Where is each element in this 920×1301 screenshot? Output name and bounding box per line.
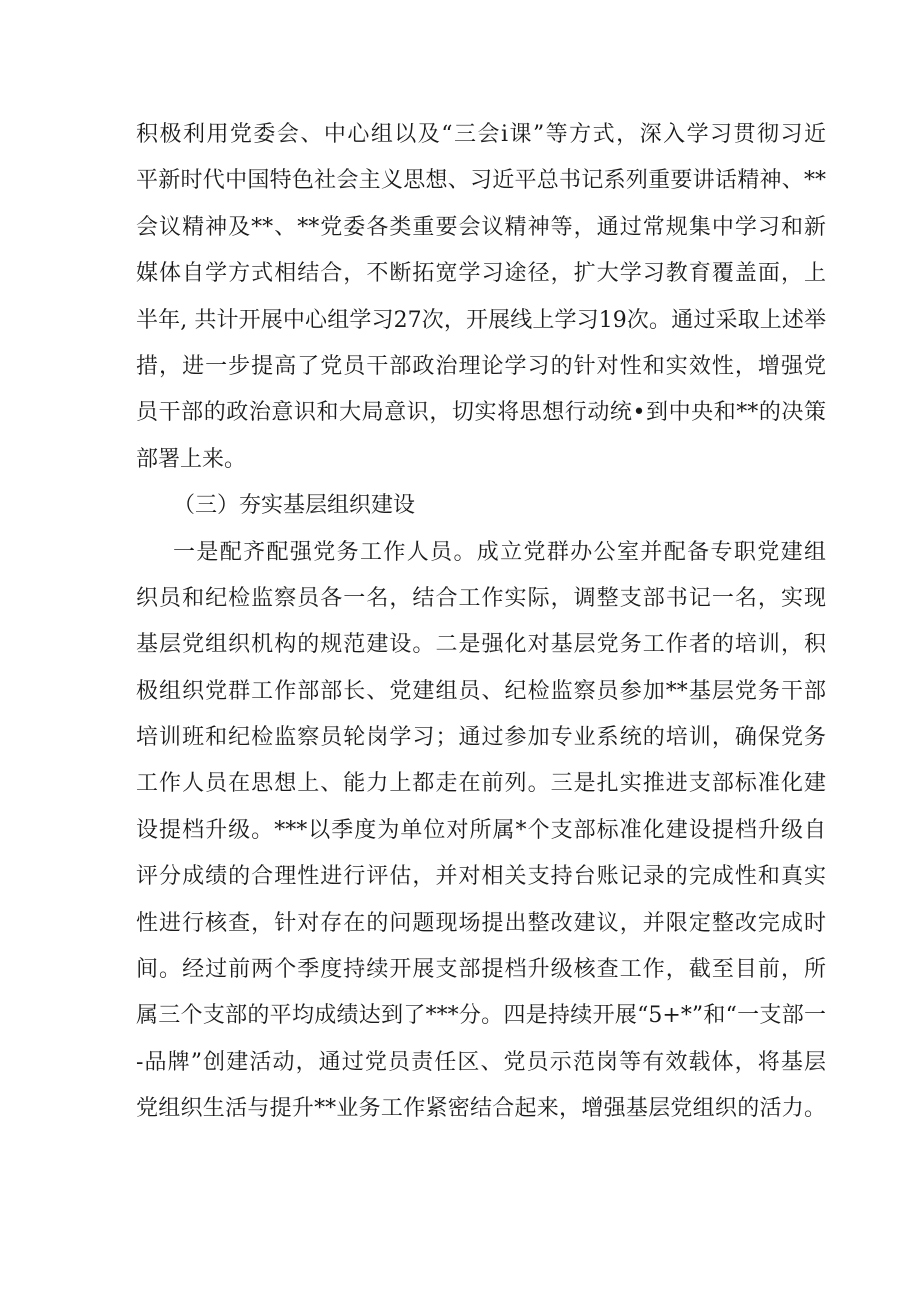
text-line: 会议精神及**、**党委各类重要会议精神等，通过常规集中学习和新 [136, 214, 826, 240]
text-line: 党组织生活与提升**业务工作紧密结合起来，增强基层党组织的活力。 [136, 1096, 826, 1122]
text-line: 极组织党群工作部部长、党建组员、纪检监察员参加**基层党务干部 [136, 678, 826, 704]
text-line: 性进行核查，针对存在的问题现场提出整改建议，并限定整改完成时 [136, 910, 826, 936]
text-line: 培训班和纪检监察员轮岗学习；通过参加专业系统的培训，确保党务 [136, 725, 826, 751]
text-line: 一是配齐配强党务工作人员。成立党群办公室并配备专职党建组 [173, 539, 826, 565]
text-line: 部署上来。 [136, 446, 247, 472]
text-line: 半年, 共计开展中心组学习27次，开展线上学习19次。通过采取上述举 [136, 307, 826, 333]
text-line: 评分成绩的合理性进行评估，并对相关支持台账记录的完成性和真实 [136, 864, 826, 890]
text-line: 设提档升级。***以季度为单位对所属*个支部标准化建设提档升级自 [136, 817, 826, 843]
document-body [136, 112, 826, 1133]
text-line: 属三个支部的平均成绩达到了***分。四是持续开展“5+*”和“一支部一 [136, 1003, 826, 1029]
text-line: 间。经过前两个季度持续开展支部提档升级核查工作，截至目前，所 [136, 957, 826, 983]
text-line: 措，进一步提高了党员干部政治理论学习的针对性和实效性，增强党 [136, 353, 826, 379]
text-line: -品牌”创建活动，通过党员责任区、党员示范岗等有效载体，将基层 [136, 1049, 826, 1075]
text-line: 基层党组织机构的规范建设。二是强化对基层党务工作者的培训，积 [136, 632, 826, 658]
text-line: 员干部的政治意识和大局意识，切实将思想行动统•到中央和**的决策 [136, 400, 826, 426]
text-line: （三）夯实基层组织建设 [173, 493, 416, 519]
text-line: 工作人员在思想上、能力上都走在前列。三是扎实推进支部标准化建 [136, 771, 826, 797]
text-line: 积极利用党委会、中心组以及“三会i课”等方式，深入学习贯彻习近 [136, 122, 826, 147]
text-line: 平新时代中国特色社会主义思想、习近平总书记系列重要讲话精神、** [136, 168, 826, 194]
text-line: 织员和纪检监察员各一名，结合工作实际，调整支部书记一名，实现 [136, 585, 826, 611]
text-line: 媒体自学方式相结合，不断拓宽学习途径，扩大学习教育覆盖面，上 [136, 261, 826, 287]
